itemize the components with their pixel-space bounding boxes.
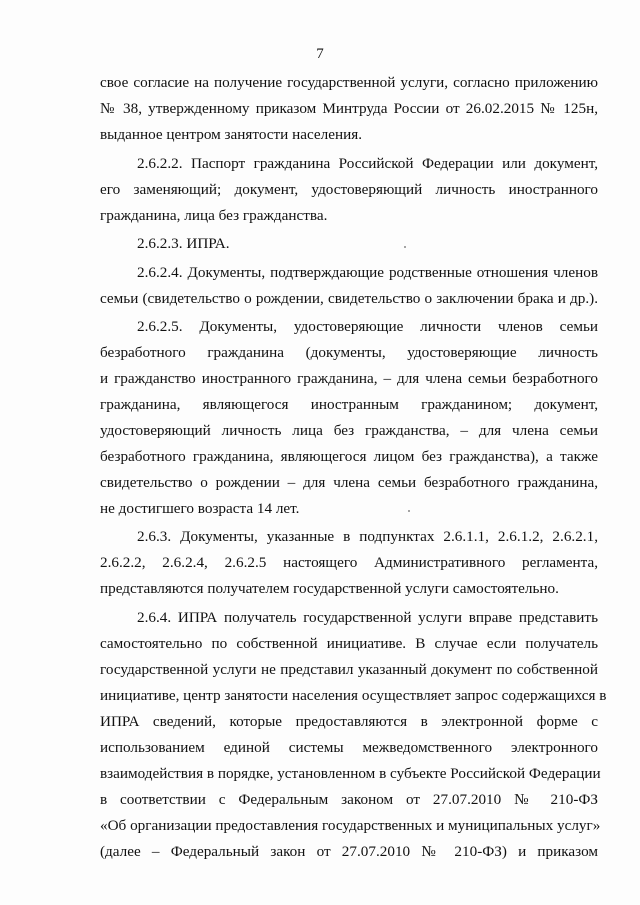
- text-line: 2.6.2.5. Документы, удостоверяющие личности членов семьи: [137, 318, 598, 335]
- text-line: семьи (свидетельство о рождении, свидетельство о заключении брака и др.).: [100, 290, 598, 307]
- text-line: 2.6.4. ИПРА получатель государственной услуги вправе представить: [137, 609, 598, 626]
- text-line: безработного гражданина, являющегося лицом без гражданства), а также: [100, 448, 598, 465]
- text-line: выданное центром занятости населения.: [100, 126, 362, 143]
- text-line: «Об организации предоставления государственных и муниципальных услуг»: [100, 817, 601, 834]
- text-line: 2.6.2.3. ИПРА.: [137, 235, 230, 252]
- scan-speck: [408, 510, 410, 512]
- text-line: гражданина, лица без гражданства.: [100, 207, 328, 224]
- text-line: государственной услуги не представил указанный документ по собственной: [100, 661, 598, 678]
- text-line: его заменяющий; документ, удостоверяющий личность иностранного: [100, 181, 598, 198]
- text-line: не достигшего возраста 14 лет.: [100, 500, 300, 517]
- text-line: взаимодействия в порядке, установленном в субъекте Российской Федерации: [100, 765, 601, 782]
- text-line: 2.6.2.2, 2.6.2.4, 2.6.2.5 настоящего Административного регламента,: [100, 554, 598, 571]
- text-line: и гражданство иностранного гражданина, – для члена семьи безработного: [100, 370, 598, 387]
- text-line: свидетельство о рождении – для члена семьи безработного гражданина,: [100, 474, 598, 491]
- text-line: самостоятельно по собственной инициативе. В случае если получатель: [100, 635, 598, 652]
- text-line: № 38, утвержденному приказом Минтруда России от 26.02.2015 № 125н,: [100, 100, 598, 117]
- text-line: 2.6.2.4. Документы, подтверждающие родственные отношения членов: [137, 264, 598, 281]
- text-line: 2.6.3. Документы, указанные в подпунктах 2.6.1.1, 2.6.1.2, 2.6.2.1,: [137, 528, 598, 545]
- scan-speck: [404, 246, 406, 248]
- text-line: представляются получателем государственной услуги самостоятельно.: [100, 580, 559, 597]
- text-line: использованием единой системы межведомственного электронного: [100, 739, 598, 756]
- text-line: инициативе, центр занятости населения осуществляет запрос содержащихся в: [100, 687, 607, 704]
- text-line: удостоверяющий личность лица без гражданства, – для члена семьи: [100, 422, 598, 439]
- text-line: безработного гражданина (документы, удостоверяющие личность: [100, 344, 598, 361]
- text-line: в соответствии с Федеральным законом от 27.07.2010 № 210-ФЗ: [100, 791, 598, 808]
- text-line: 2.6.2.2. Паспорт гражданина Российской Федерации или документ,: [137, 155, 598, 172]
- text-line: свое согласие на получение государственной услуги, согласно приложению: [100, 74, 598, 91]
- text-line: ИПРА сведений, которые предоставляются в электронной форме с: [100, 713, 598, 730]
- page-number: 7: [316, 46, 324, 62]
- text-line: (далее – Федеральный закон от 27.07.2010 № 210-ФЗ) и приказом: [100, 843, 598, 860]
- text-line: гражданина, являющегося иностранным гражданином; документ,: [100, 396, 598, 413]
